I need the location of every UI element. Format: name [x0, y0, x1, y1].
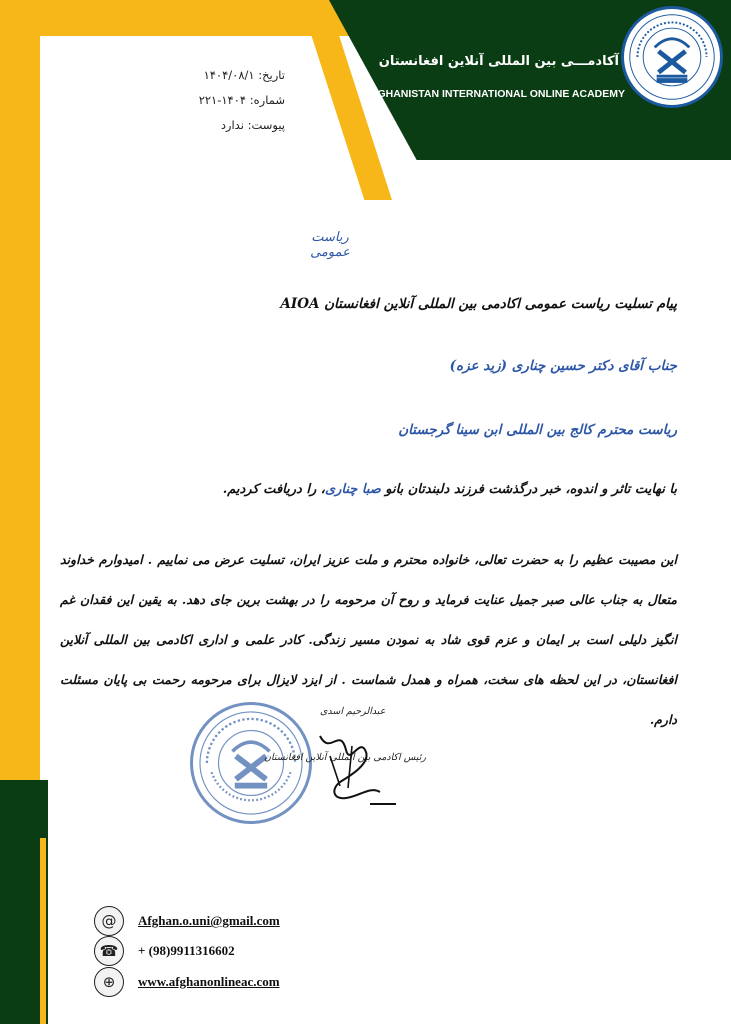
intro-before: با نهایت تاثر و اندوه، خبر درگذشت فرزند دلبندتان بانو: [380, 482, 677, 497]
number-row: [199, 88, 285, 113]
number-value: ۱۴۰۴-۲۲۱: [198, 93, 247, 107]
email-icon: @: [94, 906, 124, 936]
intro-line: [223, 482, 677, 497]
footer-yellow-strip: [40, 838, 46, 1024]
letter-body: این مصیبت عظیم را به حضرت تعالی، خانواده محترم و ملت عزیز ایران، تسلیت عرض می نماییم . امیدوارم خداوند متعال به جناب عالی صبر جمیل عنایت فرماید و روح آن مرحومه را در بهشت برین جای دهد. به یقین این فقدان غم انگیز دلیلی است بر ایمان و عزم قوی شاد به نمودن مسیر زندگی. کادر علمی و اداری اکادمی بین المللی آنلاین افغانستان، در این لحظه های سخت، همراه و همدل شماست . از ایزد لایزال برای مرحومه رحمت بی پایان مسئلت دارم.: [60, 552, 677, 727]
number-label: شماره:: [249, 93, 285, 107]
date-row: [199, 63, 285, 88]
contact-website: [94, 967, 280, 997]
intro-after: ، را دریافت کردیم.: [222, 482, 325, 497]
website-link[interactable]: www.afghanonlineac.com: [138, 974, 280, 989]
official-stamp: [190, 702, 312, 824]
contact-email: [94, 906, 280, 936]
department-title: ریاست عمومی: [310, 230, 350, 260]
date-label: تاریخ:: [258, 68, 285, 82]
letter-meta: [199, 63, 285, 138]
recipient-line: جناب آقای دکتر حسین چناری (زید عزه): [449, 358, 677, 374]
academy-name-en: AFGHANISTAN INTERNATIONAL ONLINE ACADEMY: [363, 88, 625, 100]
left-yellow-band: [0, 0, 40, 800]
college-line: ریاست محترم کالج بین المللی ابن سینا گرجستان: [398, 422, 677, 438]
academy-name-fa: آکادمـــی بین المللی آنلاین افغانستان: [378, 54, 619, 69]
academy-logo-icon: [624, 9, 720, 105]
stamp-icon: [193, 705, 309, 821]
contact-phone: [94, 936, 235, 966]
deceased-name: صبا چناری: [324, 482, 381, 497]
attachment-row: [199, 113, 285, 138]
signatory-role: رئیس اکادمی بین المللی آنلاین افغانستان: [264, 752, 426, 763]
date-value: ۱۴۰۴/۰۸/۱: [203, 68, 255, 82]
phone-icon: ☎: [94, 936, 124, 966]
signature-icon: [300, 716, 410, 816]
attachment-label: پیوست:: [247, 118, 285, 132]
signatory-name: عبدالرحیم اسدی: [320, 706, 386, 717]
globe-icon: ⊕: [94, 967, 124, 997]
attachment-value: ندارد: [220, 118, 244, 132]
phone-number: + (98)9911316602: [138, 943, 235, 958]
email-link[interactable]: Afghan.o.uni@gmail.com: [138, 913, 280, 928]
message-title: پیام تسلیت ریاست عمومی اکادمی بین المللی آنلاین افغانستان AIOA: [280, 296, 677, 312]
academy-logo-seal: [621, 6, 723, 108]
